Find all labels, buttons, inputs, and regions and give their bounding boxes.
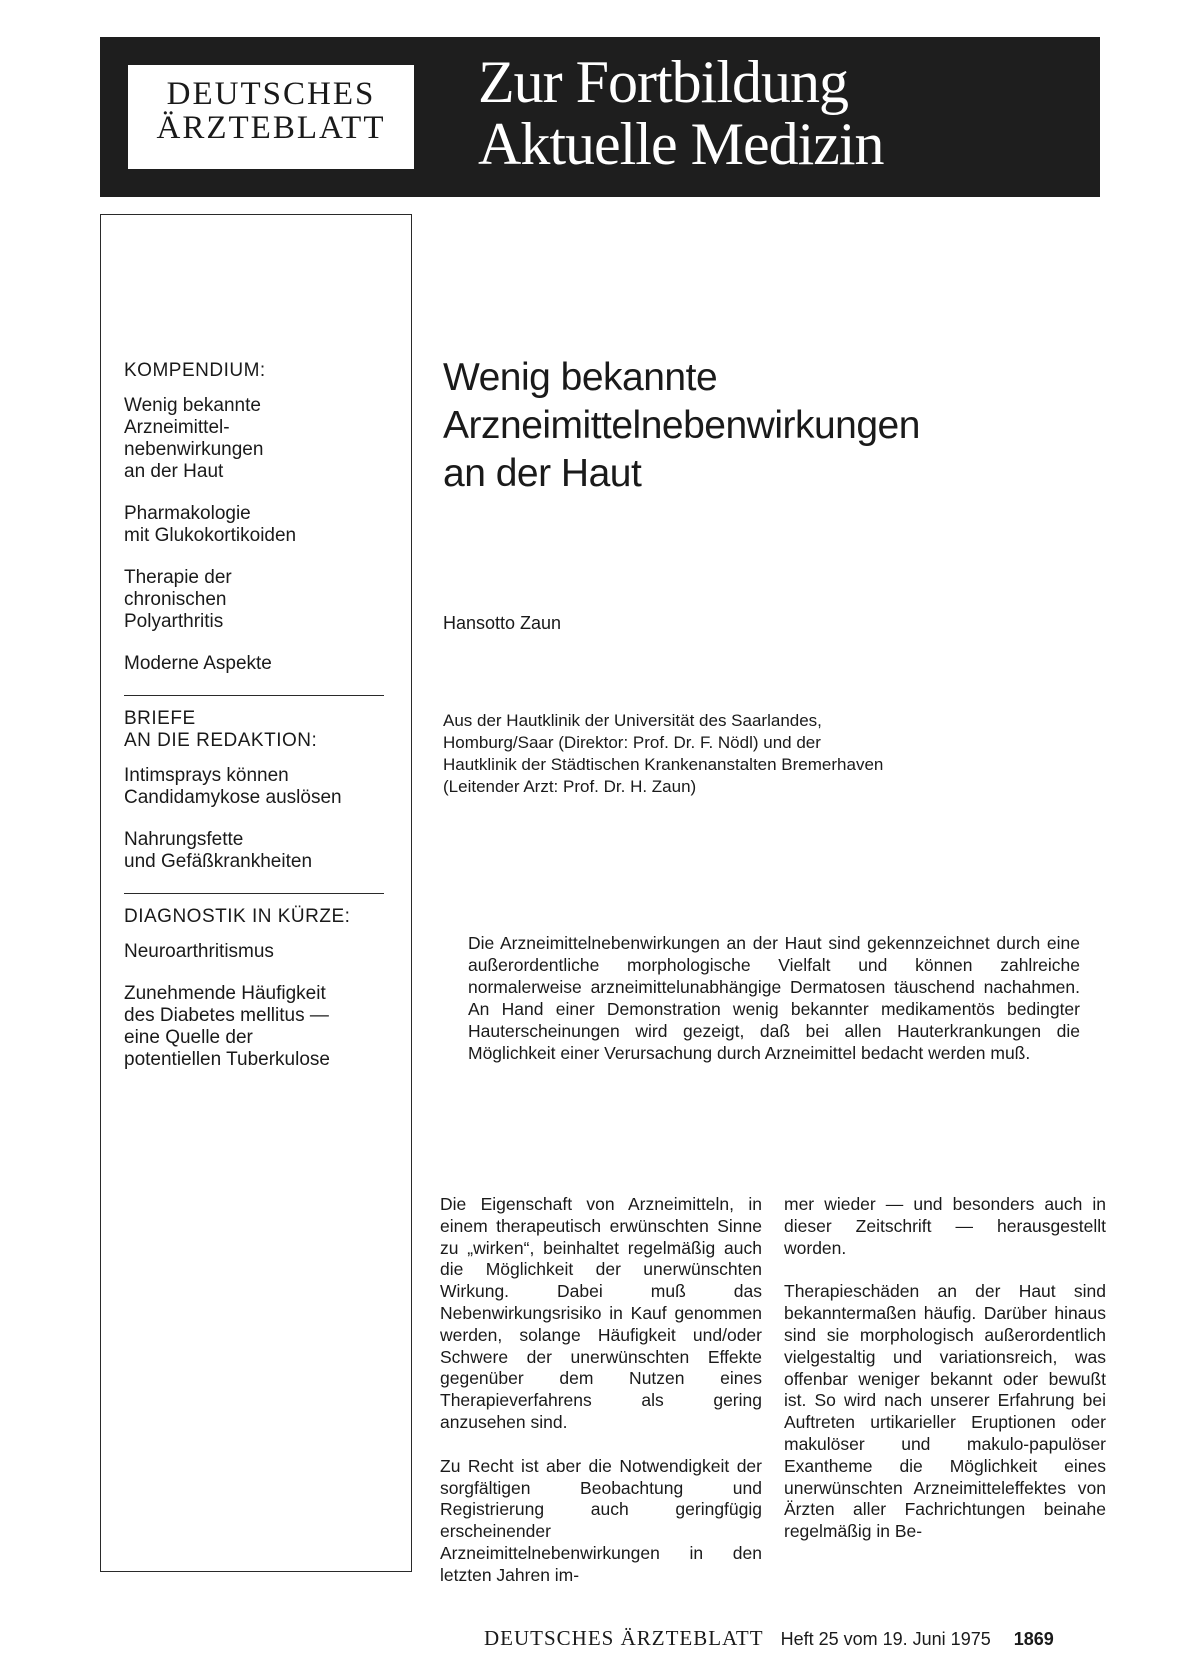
- sidebar-item: Therapie der chronischen Polyarthritis: [124, 567, 232, 632]
- body-column-left: [440, 1194, 762, 1609]
- sidebar-section-heading: BRIEFE AN DIE REDAKTION:: [124, 708, 318, 751]
- masthead-line: ÄRZTEBLATT: [156, 110, 386, 146]
- page-number: 1869: [1013, 1629, 1054, 1649]
- contents-sidebar: [100, 214, 412, 1572]
- section-title-line: Aktuelle Medizin: [478, 111, 884, 177]
- journal-masthead: [128, 65, 414, 169]
- author-affiliation: [443, 710, 1083, 798]
- section-title-line: Zur Fortbildung: [478, 49, 848, 115]
- sidebar-item: Nahrungsfette und Gefäßkrankheiten: [124, 829, 313, 872]
- header-banner: [100, 37, 1100, 197]
- sidebar-item: Neuroarthritismus: [124, 941, 274, 962]
- article-title: [443, 354, 1083, 498]
- section-title: [478, 51, 884, 175]
- body-column-right: [784, 1194, 1106, 1565]
- page-footer: [484, 1626, 1054, 1651]
- sidebar-item: Wenig bekannte Arzneimittel- nebenwirkungen an der Haut: [124, 395, 264, 482]
- sidebar-section-heading: DIAGNOSTIK IN KÜRZE:: [124, 906, 351, 927]
- sidebar-section-heading: KOMPENDIUM:: [124, 360, 266, 381]
- sidebar-item: Intimsprays können Candidamykose auslösen: [124, 765, 342, 808]
- article-abstract: Die Arzneimittelnebenwirkungen an der Haut sind gekennzeichnet durch eine außerordentliche morphologische Vielfalt und können zahlreiche normalerweise arzneimittelunabhängige Dermatosen täuschend nachahmen. An Hand einer Demonstration wenig bekannter medikamentös bedingter Hauterscheinungen wird gezeigt, daß bei allen Hauterkrankungen die Möglichkeit einer Verursachung durch Arzneimittel bedacht werden muß.: [468, 933, 1080, 1063]
- contents-list: [124, 360, 386, 1091]
- affiliation-line: Homburg/Saar (Direktor: Prof. Dr. F. Nödl) und der: [443, 733, 821, 752]
- sidebar-item: Moderne Aspekte: [124, 653, 272, 674]
- sidebar-item: Pharmakologie mit Glukokortikoiden: [124, 503, 297, 546]
- affiliation-line: Hautklinik der Städtischen Krankenanstalten Bremerhaven: [443, 755, 884, 774]
- affiliation-line: (Leitender Arzt: Prof. Dr. H. Zaun): [443, 777, 697, 796]
- article-title-line: Wenig bekannte: [443, 356, 718, 399]
- affiliation-line: Aus der Hautklinik der Universität des Saarlandes,: [443, 711, 822, 730]
- footer-issue: Heft 25 vom 19. Juni 1975: [780, 1629, 991, 1649]
- sidebar-item: Zunehmende Häufigkeit des Diabetes mellitus — eine Quelle der potentiellen Tuberkulose: [124, 983, 330, 1070]
- article-title-line: an der Haut: [443, 452, 642, 495]
- article-title-line: Arzneimittelnebenwirkungen: [443, 404, 920, 447]
- section-divider: [124, 695, 384, 696]
- body-paragraph: Therapieschäden an der Haut sind bekanntermaßen häufig. Darüber hinaus sind sie morphologisch außerordentlich vielgestaltig und variationsreich, was offenbar weniger bekannt oder bewußt ist. So wird nach unserer Erfahrung bei Auftreten urtikarieller Eruptionen oder makulöser und makulo-papulöser Exantheme die Möglichkeit eines unerwünschten Arzneimitteleffektes von Ärzten aller Fachrichtungen beinahe regelmäßig in Be-: [784, 1281, 1106, 1542]
- footer-journal-name: DEUTSCHES ÄRZTEBLATT: [484, 1626, 764, 1650]
- body-paragraph: Die Eigenschaft von Arzneimitteln, in einem therapeutisch erwünschten Sinne zu „wirken“, beinhaltet regelmäßig auch die Möglichkeit der unerwünschten Wirkung. Dabei muß das Nebenwirkungsrisiko in Kauf genommen werden, solange Häufigkeit und/oder Schwere der unerwünschten Effekte gegenüber dem Nutzen eines Therapieverfahrens als gering anzusehen sind.: [440, 1194, 762, 1432]
- body-paragraph: Zu Recht ist aber die Notwendigkeit der sorgfältigen Beobachtung und Registrierung auch geringfügig erscheinender Arzneimittelnebenwirkungen in den letzten Jahren im-: [440, 1455, 762, 1585]
- article-author: Hansotto Zaun: [443, 613, 562, 633]
- masthead-line: DEUTSCHES: [166, 76, 376, 112]
- section-divider: [124, 893, 384, 894]
- body-paragraph: mer wieder — und besonders auch in dieser Zeitschrift — herausgestellt worden.: [784, 1194, 1106, 1258]
